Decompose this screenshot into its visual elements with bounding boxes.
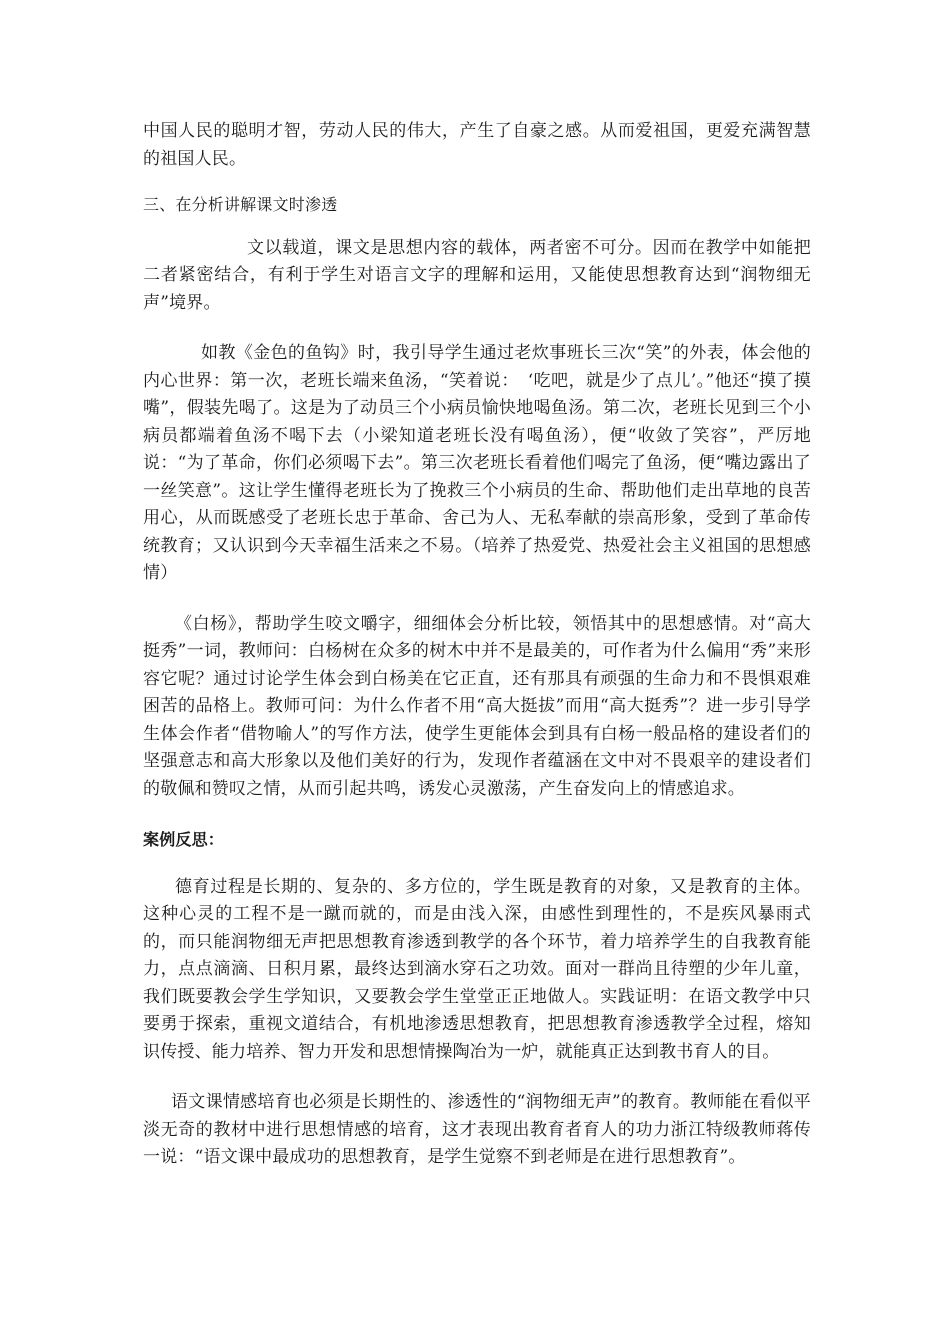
section-heading-three: 三、在分析讲解课文时渗透: [143, 195, 338, 214]
paragraph-white-poplar: 《白杨》，帮助学生咬文嚼字，细细体会分析比较，领悟其中的思想感情。对“高大挺秀”一词，教师问：白杨树在众多的树木中并不是最美的，可作者为什么偏用“秀”来形容它呢？通过讨论学生体会到白杨美在它正直，还有那具有顽强的生命力和不畏惧艰难困苦的品格上。教师可问：为什么作者不用“高大挺拔”而用“高大挺秀”？进一步引导学生体会作者“借物喻人”的写作方法，使学生更能体会到具有白杨一般品格的建设者们的坚强意志和高大形象以及他们美好的行为，发现作者蕴涵在文中对不畏艰辛的建设者们的敬佩和赞叹之情，从而引起共鸣，诱发心灵激荡，产生奋发向上的情感追求。: [143, 613, 811, 799]
paragraph-golden-fishhook: 如教《金色的鱼钩》时，我引导学生通过老炊事班长三次“笑”的外表，体会他的内心世界：第一次，老班长端来鱼汤，“笑着说： ‘吃吧，就是少了点儿’。”他还“摸了摸嘴”，假装先喝了。这是为了动员三个小病员愉快地喝鱼汤。第二次，老班长见到三个小病员都端着鱼汤不喝下去（小梁知道老班长没有喝鱼汤），便“收敛了笑容”，严厉地说：“为了革命，你们必须喝下去”。第三次老班长看着他们喝完了鱼汤，便“嘴边露出了一丝笑意”。这让学生懂得老班长为了挽救三个小病员的生命、帮助他们走出草地的良苦用心，从而既感受了老班长忠于革命、舍己为人、无私奉献的崇高形象，受到了革命传统教育；又认识到今天幸福生活来之不易。（培养了热爱党、热爱社会主义祖国的思想感情）: [143, 343, 811, 583]
document-body: [143, 118, 811, 1172]
paragraph-intro-continuation: 中国人民的聪明才智，劳动人民的伟大，产生了自豪之感。从而爱祖国，更爱充满智慧的祖国人民。: [143, 121, 811, 169]
paragraph-moral-education: 德育过程是长期的、复杂的、多方位的，学生既是教育的对象，又是教育的主体。这种心灵的工程不是一蹴而就的，而是由浅入深，由感性到理性的，不是疾风暴雨式的，而只能润物细无声把思想教育渗透到教学的各个环节，着力培养学生的自我教育能力，点点滴滴、日积月累，最终达到滴水穿石之功效。面对一群尚且待塑的少年儿童，我们既要教会学生学知识，又要教会学生堂堂正正地做人。实践证明：在语文教学中只要勇于探索，重视文道结合，有机地渗透思想教育，把思想教育渗透教学全过程，熔知识传授、能力培养、智力开发和思想情操陶冶为一炉，就能真正达到教书育人的目。: [143, 876, 811, 1062]
paragraph-text-carries-truth: 文以载道，课文是思想内容的载体，两者密不可分。因而在教学中如能把二者紧密结合，有利于学生对语言文字的理解和运用，又能使思想教育达到“润物细无声”境界。: [143, 237, 811, 313]
paragraph-emotional-cultivation: 语文课情感培育也必须是长期性的、渗透性的“润物细无声”的教育。教师能在看似平淡无奇的教材中进行思想情感的培育，这才表现出教育者育人的功力浙江特级教师蒋传一说：“语文课中最成功的思想教育，是学生觉察不到老师是在进行思想教育”。: [143, 1092, 811, 1167]
case-reflection-heading: 案例反思：: [143, 830, 225, 849]
